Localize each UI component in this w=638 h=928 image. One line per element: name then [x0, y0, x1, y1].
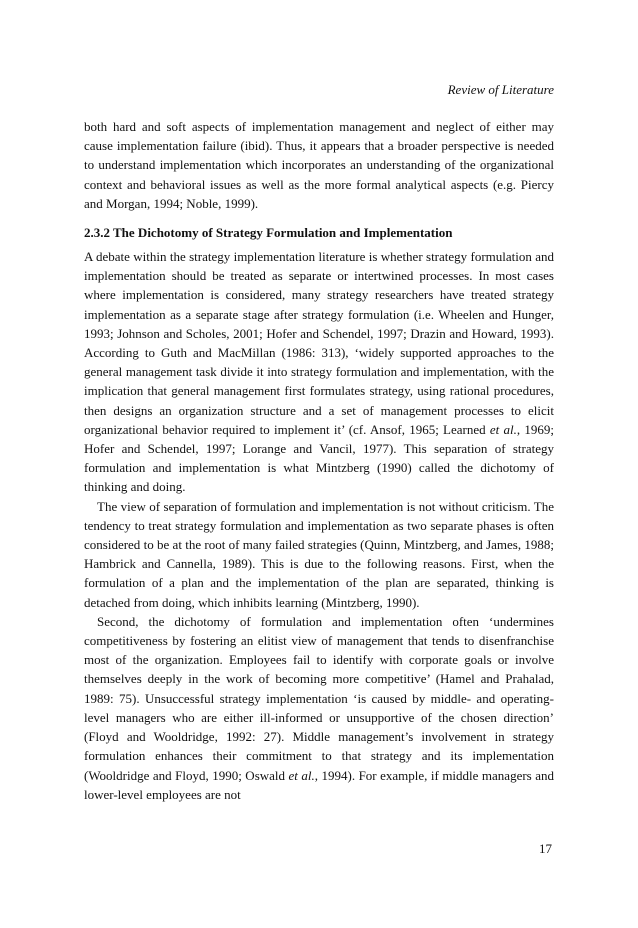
paragraph-criticism: The view of separation of formulation and implementation is not without criticism. The tendency to treat strategy formulation and implementation as two separate phases is often considered to be at the root of many failed strategies (Quinn, Mintzberg, and James, 1988; Hambrick and Cannella, 1989). This is due to the following reasons. First, when the formulation of a plan and the implementation of the plan are separated, thinking is detached from doing, which inhibits learning (Mintzberg, 1990).	[84, 498, 554, 610]
paragraph-dichotomy-debate	[84, 247, 554, 497]
et-al-italic: et al.	[489, 421, 517, 437]
paragraph-text: , 1994). For example, if middle managers and lower-level employees are not	[84, 767, 554, 802]
section-heading: 2.3.2 The Dichotomy of Strategy Formulation and Implementation	[84, 225, 453, 241]
body-text	[84, 117, 554, 804]
paragraph-text: Second, the dichotomy of formulation and implementation often ‘undermines competitiveness by fostering an elitist view of management that tends to disenfranchise most of the organization. Employees fail to identify with corporate goals or involve themselves deeply in the work of becoming more competitive’ (Hamel and Prahalad, 1989: 75). Unsuccessful strategy implementation ‘is caused by middle- and operating-level managers who are either ill-informed or unsupportive of the chosen direction’ (Floyd and Wooldridge, 1992: 27). Middle management’s involvement in strategy formulation enhances their commitment to that strategy and its implementation (Wooldridge and Floyd, 1990; Oswald	[84, 613, 554, 783]
running-header: Review of Literature	[447, 82, 554, 97]
paragraph-text: A debate within the strategy implementation literature is whether strategy formulation and implementation should be treated as separate or intertwined processes. In most cases where implementation is considered, many strategy researchers have treated strategy implementation as a separate stage after strategy formulation (i.e. Wheelen and Hunger, 1993; Johnson and Scholes, 2001; Hofer and Schendel, 1997; Drazin and Howard, 1993). According to Guth and MacMillan (1986: 313), ‘widely supported approaches to the general management task divide it into strategy formulation and implementation, with the implication that general management first formulates strategy, using rational procedures, then designs an organization structure and a set of management processes to elicit organizational behavior required to implement it’ (cf. Ansof, 1965; Learned	[84, 249, 554, 437]
intro-paragraph: both hard and soft aspects of implementation management and neglect of either may cause implementation failure (ibid). Thus, it appears that a broader perspective is needed to understand implementation which incorporates an understanding of the organizational context and behavioral issues as well as the more formal analytical aspects (e.g. Piercy and Morgan, 1994; Noble, 1999).	[84, 119, 554, 211]
page-number: 17	[539, 841, 552, 856]
paragraph-second-reason	[84, 612, 554, 804]
paragraph-text: , 1969; Hofer and Schendel, 1997; Lorange and Vancil, 1977). This separation of strategy formulation and implementation is what Mintzberg (1990) called the dichotomy of thinking and doing.	[84, 421, 555, 495]
et-al-italic: et al.	[288, 767, 315, 783]
